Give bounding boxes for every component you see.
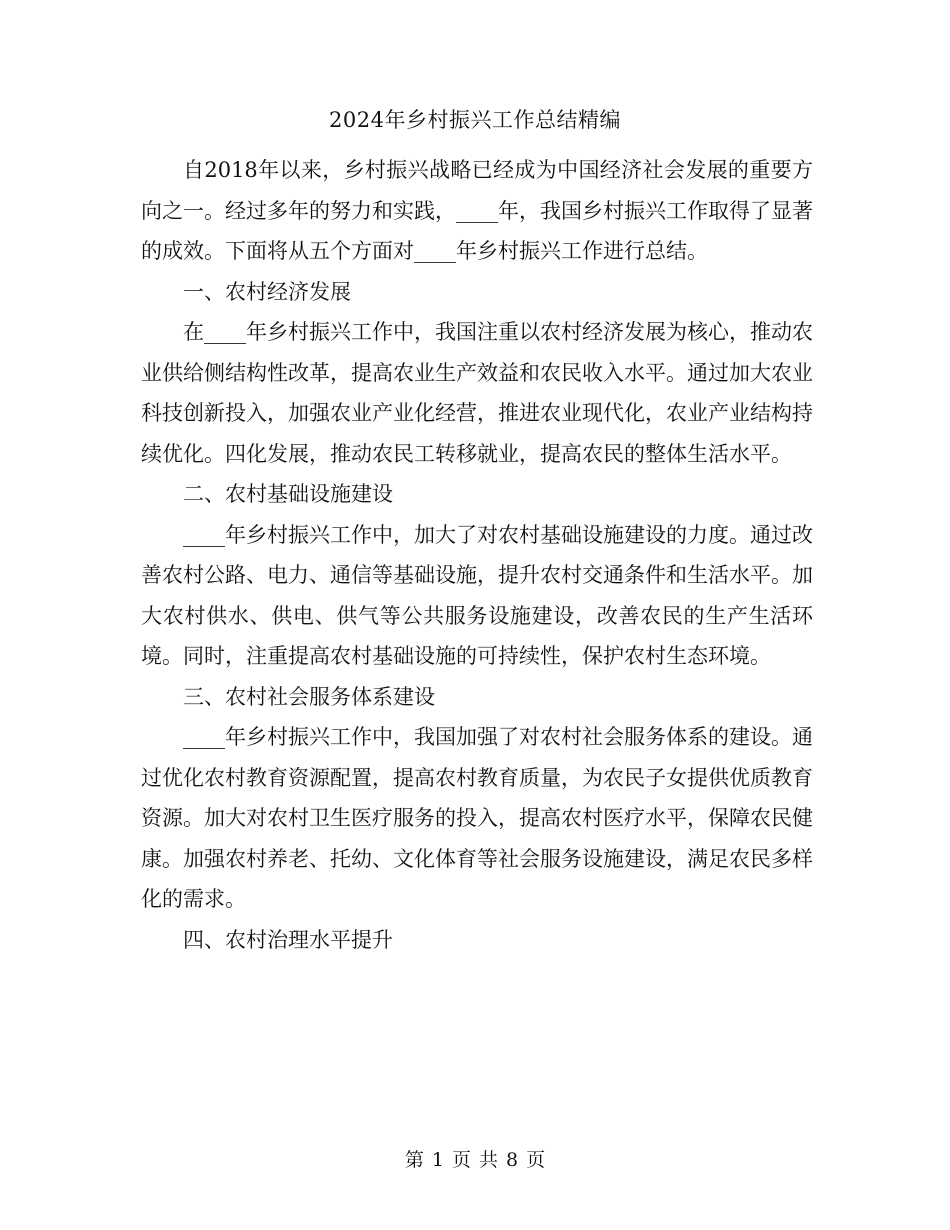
page-footer: 第 1 页 共 8 页 — [404, 1149, 546, 1171]
section-heading-economy: 一、农村经济发展 — [183, 279, 351, 304]
document-body — [141, 150, 813, 960]
social-services-paragraph: ____年乡村振兴工作中，我国加强了对农村社会服务体系的建设。通过优化农村教育资源配置，提高农村教育质量，为农民子女提供优质教育资源。加大对农村卫生医疗服务的投入，提高农村医疗水平，保障农民健康。加强农村养老、托幼、文化体育等社会服务设施建设，满足农民多样化的需求。 — [141, 725, 813, 911]
intro-paragraph: 自2018年以来，乡村振兴战略已经成为中国经济社会发展的重要方向之一。经过多年的努力和实践，____年，我国乡村振兴工作取得了显著的成效。下面将从五个方面对____年乡村振兴工作进行总结。 — [141, 158, 813, 263]
economy-paragraph: 在____年乡村振兴工作中，我国注重以农村经济发展为核心，推动农业供给侧结构性改革，提高农业生产效益和农民收入水平。通过加大农业科技创新投入，加强农业产业化经营，推进农业现代化，农业产业结构持续优化。四化发展，推动农民工转移就业，提高农民的整体生活水平。 — [141, 320, 813, 466]
section-heading-social-services: 三、农村社会服务体系建设 — [183, 684, 435, 709]
section-heading-governance: 四、农村治理水平提升 — [183, 927, 393, 952]
section-heading-infrastructure: 二、农村基础设施建设 — [183, 482, 393, 506]
infrastructure-paragraph: ____年乡村振兴工作中，加大了对农村基础设施建设的力度。通过改善农村公路、电力、通信等基础设施，提升农村交通条件和生活水平。加大农村供水、供电、供气等公共服务设施建设，改善农民的生产生活环境。同时，注重提高农村基础设施的可持续性，保护农村生态环境。 — [141, 522, 813, 668]
document-title: 2024年乡村振兴工作总结精编 — [329, 108, 621, 132]
